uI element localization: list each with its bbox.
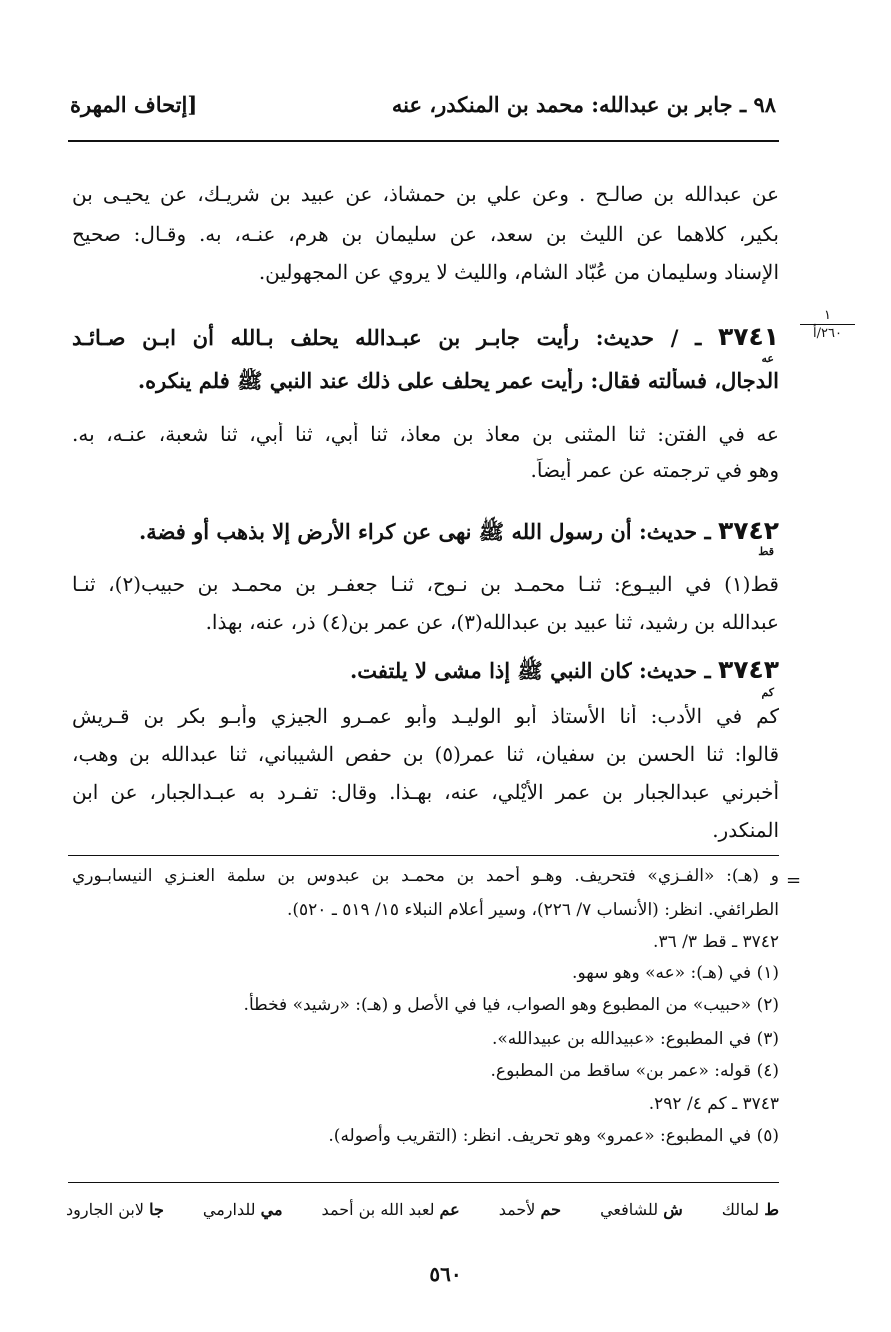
footnote-line: الطرائفي. انظر: (الأنساب ٧/ ٢٢٦)، وسير أعلام النبلاء ١٥/ ٥١٩ ـ ٥٢٠). <box>286 900 779 920</box>
body-line: الإسناد وسليمان من عُبّاد الشام، والليث لا يروي عن المجهولين. <box>258 260 779 284</box>
footnote-item: (٣) في المطبوع: «عبيدالله بن عبيدالله». <box>491 1029 779 1049</box>
body-line: عن عبدالله بن صالـح . وعن علي بن حمشاذ، عن عبيد بن شريـك، عن يحيـى بن <box>72 182 779 206</box>
abbreviation-item: ش للشافعي <box>600 1200 683 1219</box>
footnote-item: (٤) قوله: «عمر بن» ساقط من المطبوع. <box>490 1061 779 1081</box>
abbreviation-item: جا لابن الجارود <box>66 1200 164 1219</box>
source-line: أخبرني عبدالجبار بن عمر الأَيْلي، عنه، بهـذا. وقال: تفـرد به عبـدالجبار، عن ابن <box>72 780 779 804</box>
abbreviation-item: حم لأحمد <box>498 1200 562 1219</box>
header-rule <box>68 140 779 142</box>
source-line: كم في الأدب: أنا الأستاذ أبو الوليـد وأبو عمـرو الجيزي وأبـو بكر بن قـريش <box>72 704 779 728</box>
footnote-item: (٥) في المطبوع: «عمرو» وهو تحريف. انظر: (التقريب وأصوله). <box>328 1126 779 1146</box>
hadith-text: ـ / حديث: رأيت جابـر بن عبـدالله يحلف بـالله أن ابـن صـائـد <box>72 325 702 350</box>
abbreviations-key <box>66 1200 779 1219</box>
footnote-ref: ٣٧٤٣ ـ كم ٤/ ٢٩٢. <box>648 1094 779 1114</box>
chapter-header: ٩٨ ـ جابر بن عبدالله: محمد بن المنكدر، عنه <box>391 92 776 117</box>
hadith-number: ٣٧٤٢ <box>717 516 779 545</box>
footnote-rule <box>68 855 779 856</box>
hadith-number: ٣٧٤٣ <box>717 655 779 684</box>
source-line: قط(١) في البيـوع: ثنـا محمـد بن نـوح، ثنـا جعفـر بن محمـد بن حبيب(٢)، ثنـا <box>72 572 779 596</box>
folio-top: ١ <box>824 308 831 323</box>
source-line: عبدالله بن رشيد، ثنا عبيد بن عبدالله(٣)، عن عمر بن(٤) ذر، عنه، بهذا. <box>205 610 779 634</box>
hadith-heading <box>72 655 779 689</box>
abbreviation-item: ط لمالك <box>721 1200 779 1219</box>
hadith-heading <box>72 516 779 550</box>
source-line: عه في الفتن: ثنا المثنى بن معاذ بن معاذ، ثنا أبي، ثنا أبي، ثنا شعبة، عنـه، به. <box>72 422 779 446</box>
source-line: المنكدر. <box>712 818 779 842</box>
folio-bottom: ٢٦٠/أ <box>813 326 842 341</box>
footnote-line: و (هـ): «الفـزي» فتحريف. وهـو أحمد بن محمـد بن عبدوس بن سلمة العنـزي النيسابـوري <box>72 866 779 886</box>
footnote-item: (١) في (هـ): «عه» وهو سهو. <box>572 963 779 983</box>
book-title-header: [إتحاف المهرة <box>70 92 198 117</box>
continuation-marker: = <box>786 870 802 891</box>
body-line: بكير، كلاهما عن الليث بن سعد، عن سليمان بن هرم، عنـه، به. وقـال: صحيح <box>72 222 779 246</box>
footnote-ref: ٣٧٤٢ ـ قط ٣/ ٣٦. <box>653 932 779 952</box>
source-line: قالوا: ثنا الحسن بن سفيان، ثنا عمر(٥) بن حفص الشيباني، ثنا عبدالله بن وهب، <box>72 742 779 766</box>
source-siglum: كم <box>761 686 774 699</box>
footnote-item: (٢) «حبيب» من المطبوع وهو الصواب، فيا في الأصل و (هـ): «رشيد» فخطأ. <box>243 995 779 1015</box>
abbreviation-item: عم لعبد الله بن أحمد <box>321 1200 460 1219</box>
page-number: ٥٦٠ <box>429 1262 462 1286</box>
source-line: وهو في ترجمته عن عمر أيضاً. <box>530 458 779 482</box>
hadith-text: ـ حديث: كان النبي ﷺ إذا مشى لا يلتفت. <box>350 658 711 683</box>
hadith-number: ٣٧٤١ <box>717 322 779 351</box>
abbreviation-item: مي للدارمي <box>202 1200 283 1219</box>
hadith-heading <box>72 322 779 351</box>
folio-divider <box>800 324 855 325</box>
abbreviations-rule <box>68 1182 779 1183</box>
hadith-text-line: الدجال، فسألته فقال: رأيت عمر يحلف على ذلك عند النبي ﷺ فلم ينكره. <box>137 368 779 393</box>
source-siglum: قط <box>758 545 774 558</box>
folio-margin-note <box>800 308 855 341</box>
hadith-text: ـ حديث: أن رسول الله ﷺ نهى عن كراء الأرض إلا بذهب أو فضة. <box>138 519 711 544</box>
source-siglum: عه <box>761 352 774 365</box>
